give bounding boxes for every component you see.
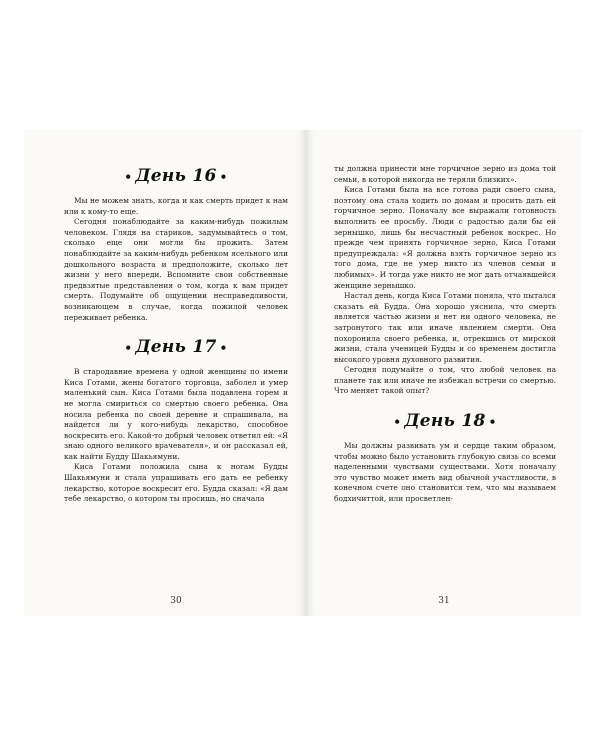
day-16-heading xyxy=(64,166,288,186)
day-17-heading xyxy=(64,337,288,357)
page-number-right: 31 xyxy=(438,596,450,606)
ornament-dot: • xyxy=(124,340,133,355)
continued-paragraph: ты должна принести мне горчичное зерно из дома той семьи, в которой никогда не теряли близких». xyxy=(334,164,556,184)
ornament-dot: • xyxy=(219,169,228,184)
day-18-heading xyxy=(334,411,556,431)
day-16-paragraph: Мы не можем знать, когда и как смерть придет к нам или к кому-то еще. xyxy=(64,196,288,216)
day-18-paragraph: Мы должны развивать ум и сердце таким образом, чтобы можно было установить глубокую связь со всеми наделенными чувствами существами. Хотя поначалу это чувство может иметь вид обычной участливости, в конечном счете оно становится тем, что мы называем бодхичиттой, или просветлен- xyxy=(334,441,556,504)
left-page xyxy=(24,130,306,616)
ornament-dot: • xyxy=(219,340,228,355)
day-16-paragraph: Сегодня понаблюдайте за каким-нибудь пожилым человеком. Глядя на стариков, задумывайтесь о том, сколько еще они могли бы прожить. Затем понаблюдайте за каким-нибудь ребенком ясельного или дошкольного возраста и предположите, сколько лет жизни у него впереди. Вспомните свои собственные предвзятые представления о том, когда к вам придет смерть. Подумайте об ощущении несправедливости, возникающем в случае, когда пожилой человек переживает ребенка. xyxy=(64,217,288,322)
ornament-dot: • xyxy=(124,169,133,184)
story-paragraph: Настал день, когда Киса Готами поняла, что пытался сказать ей Будда. Она хорошо уяснила, что смерть является частью жизни и нет ни одного человека, не затронутого так или иначе явлением смерти. Она похоронила своего ребенка, и, отрекшись от мирской жизни, стала ученицей Будды и со временем достигла высокого уровня духовного развития. xyxy=(334,291,556,364)
day-17-paragraph: В стародавние времена у одной женщины по имени Киса Готами, жены богатого торговца, заболел и умер маленький сын. Киса Готами была подавлена горем и не могла смириться со смертью своего ребенка. Она носила ребенка по своей деревне и спрашивала, на найдется ли у кого-нибудь лекарство, способное воскресить его. Какой-то добрый человек ответил ей: «Я знаю одного великого врачевателя», и он рассказал ей, как найти Будду Шакьямуни. xyxy=(64,367,288,461)
day-17-title: День 17 xyxy=(135,337,217,358)
ornament-dot: • xyxy=(393,414,402,429)
day-18-title: День 18 xyxy=(404,411,486,432)
right-page xyxy=(306,130,582,616)
day-17-paragraph: Киса Готами положила сына к ногам Будды Шакьямуни и стала упрашивать его дать ее ребенку лекарство, которое воскресит его. Будда сказал: «Я дам тебе лекарство, о котором ты просишь, но сначала xyxy=(64,462,288,504)
page-number-left: 30 xyxy=(170,596,182,606)
story-paragraph: Киса Готами была на все готова ради своего сына, поэтому она стала ходить по домам и просить дать ей горчичное зерно. Поначалу все выражали готовность выполнить ее просьбу. Люди с радостью дали бы ей зернышко, лишь бы несчастный ребенок воскрес. Но прежде чем принять горчичное зерно, Киса Готами предупреждала: «Я должна взять горчичное зерно из того дома, где не умер никто из членов семьи и любимых». И тогда уже никто не мог дать отчаявшейся женщине зернышко. xyxy=(334,185,556,290)
ornament-dot: • xyxy=(488,414,497,429)
reflection-paragraph: Сегодня подумайте о том, что любой человек на планете так или иначе не избежал встречи со смертью. Что меняет такой опыт? xyxy=(334,365,556,396)
day-16-title: День 16 xyxy=(135,166,217,186)
